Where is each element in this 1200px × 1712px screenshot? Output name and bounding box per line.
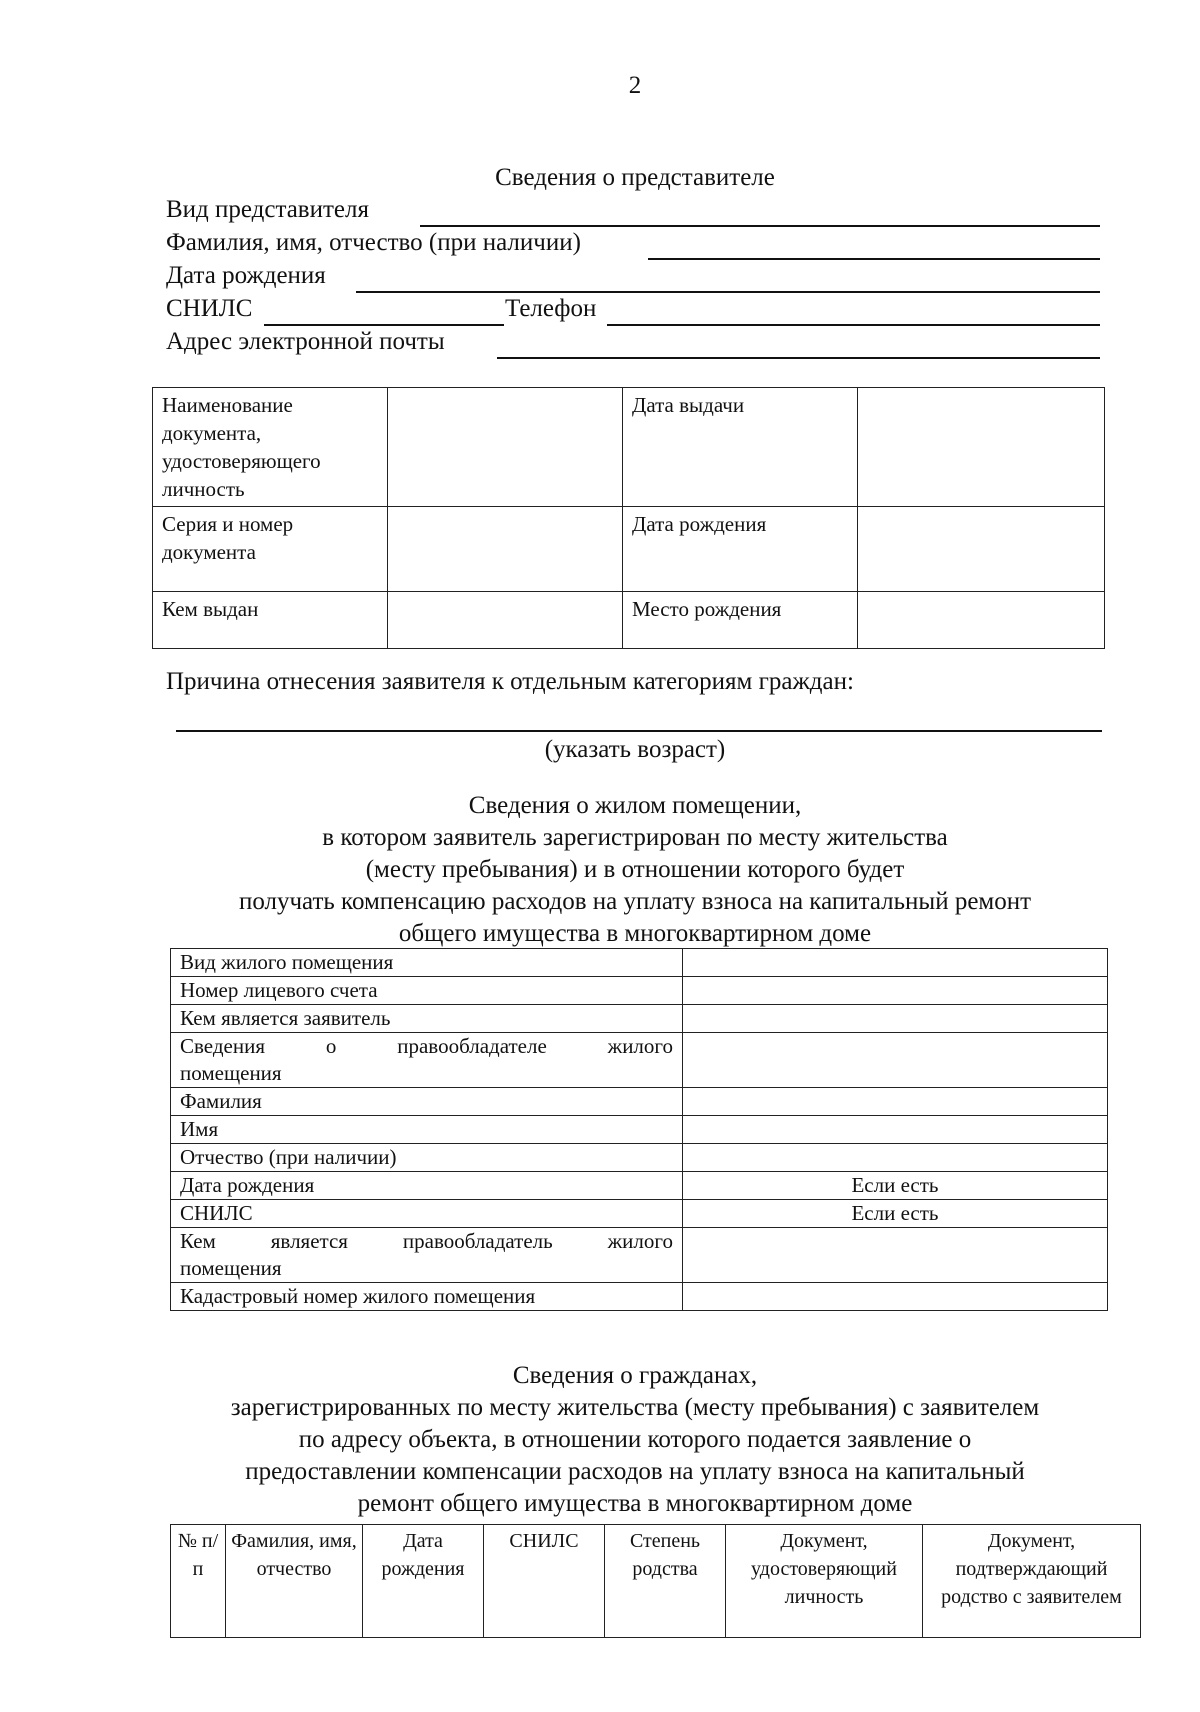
housing-row-label: Кем является заявитель	[171, 1005, 683, 1033]
issue-date-label: Дата выдачи	[623, 388, 858, 507]
representative-title: Сведения о представителе	[495, 164, 775, 191]
housing-row-value[interactable]	[683, 1283, 1108, 1311]
column-header-birth-date: Дата рождения	[363, 1525, 484, 1638]
table-row	[153, 507, 1105, 592]
table-row	[171, 1172, 1108, 1200]
table-row	[171, 1005, 1108, 1033]
table-row	[153, 592, 1105, 649]
housing-heading-line: в котором заявитель зарегистрирован по месту жительства	[322, 824, 948, 851]
representative-name-label: Фамилия, имя, отчество (при наличии)	[166, 229, 581, 256]
representative-birth-date-label: Дата рождения	[166, 262, 326, 289]
citizens-heading-line: предоставлении компенсации расходов на уплату взноса на капитальный	[245, 1458, 1025, 1485]
citizens-heading-line: по адресу объекта, в отношении которого подается заявление о	[298, 1426, 972, 1453]
column-header-snils: СНИЛС	[484, 1525, 605, 1638]
housing-table	[170, 948, 1108, 1311]
representative-snils-line[interactable]	[264, 324, 504, 326]
citizens-table	[170, 1524, 1141, 1638]
housing-row-label: Имя	[171, 1116, 683, 1144]
representative-type-line[interactable]	[420, 225, 1100, 227]
table-row	[171, 1228, 1108, 1283]
table-row	[171, 1283, 1108, 1311]
issue-date-value[interactable]	[858, 388, 1105, 507]
column-header-relationship-document: Документ, подтверждающий родство с заявителем	[923, 1525, 1141, 1638]
table-row	[153, 388, 1105, 507]
birth-place-value[interactable]	[858, 592, 1105, 649]
table-row	[171, 1088, 1108, 1116]
representative-email-line[interactable]	[497, 357, 1100, 359]
housing-row-label: Кадастровый номер жилого помещения	[171, 1283, 683, 1311]
table-header-row	[171, 1525, 1141, 1638]
housing-row-label: Вид жилого помещения	[171, 949, 683, 977]
housing-row-label: Отчество (при наличии)	[171, 1144, 683, 1172]
representative-snils-label: СНИЛС	[166, 295, 253, 322]
representative-type-label: Вид представителя	[166, 196, 369, 223]
housing-row-label: СНИЛС	[171, 1200, 683, 1228]
series-number-label: Серия и номер документа	[153, 507, 388, 592]
column-header-full-name: Фамилия, имя, отчество	[226, 1525, 363, 1638]
reason-hint: (указать возраст)	[544, 736, 726, 763]
representative-phone-line[interactable]	[607, 324, 1100, 326]
citizens-heading	[0, 1360, 1200, 1520]
table-row	[171, 1116, 1108, 1144]
representative-phone-label: Телефон	[505, 295, 597, 322]
doc-name-label: Наименование документа, удостоверяющего личность	[153, 388, 388, 507]
housing-heading-line: (месту пребывания) и в отношении которого будет	[365, 856, 905, 883]
housing-row-label-line: помещения	[180, 1256, 282, 1280]
id-document-table	[152, 387, 1105, 649]
page-number: 2	[628, 72, 642, 99]
representative-email-label: Адрес электронной почты	[166, 328, 445, 355]
citizens-heading-line: Сведения о гражданах,	[512, 1362, 758, 1389]
housing-row-value[interactable]	[683, 1033, 1108, 1088]
housing-row-value[interactable]	[683, 949, 1108, 977]
housing-row-label-line: помещения	[180, 1061, 282, 1085]
housing-row-value[interactable]	[683, 1228, 1108, 1283]
citizens-heading-line: зарегистрированных по месту жительства (месту пребывания) с заявителем	[230, 1394, 1040, 1421]
housing-row-value[interactable]	[683, 1116, 1108, 1144]
issued-by-value[interactable]	[388, 592, 623, 649]
representative-name-line[interactable]	[648, 258, 1100, 260]
column-header-id-document: Документ, удостоверяющий личность	[726, 1525, 923, 1638]
reason-line[interactable]	[176, 730, 1102, 732]
housing-row-label: Фамилия	[171, 1088, 683, 1116]
housing-row-value[interactable]: Если есть	[683, 1200, 1108, 1228]
housing-row-value[interactable]	[683, 1088, 1108, 1116]
housing-row-label-line: Кем является правообладатель жилого	[180, 1229, 673, 1253]
housing-heading	[0, 790, 1200, 950]
housing-row-label: Номер лицевого счета	[171, 977, 683, 1005]
series-number-value[interactable]	[388, 507, 623, 592]
housing-row-value[interactable]: Если есть	[683, 1172, 1108, 1200]
citizens-heading-line: ремонт общего имущества в многоквартирном доме	[357, 1490, 913, 1517]
housing-heading-line: общего имущества в многоквартирном доме	[398, 920, 872, 947]
housing-heading-line: Сведения о жилом помещении,	[468, 792, 802, 819]
birth-date-label: Дата рождения	[623, 507, 858, 592]
table-row	[171, 1144, 1108, 1172]
housing-row-label: Дата рождения	[171, 1172, 683, 1200]
table-row	[171, 949, 1108, 977]
table-row	[171, 1200, 1108, 1228]
housing-row-label	[171, 1228, 683, 1283]
housing-heading-line: получать компенсацию расходов на уплату взноса на капитальный ремонт	[238, 888, 1032, 915]
representative-birth-date-line[interactable]	[356, 291, 1100, 293]
housing-row-value[interactable]	[683, 1005, 1108, 1033]
birth-date-value[interactable]	[858, 507, 1105, 592]
doc-name-value[interactable]	[388, 388, 623, 507]
housing-row-value[interactable]	[683, 1144, 1108, 1172]
housing-row-value[interactable]	[683, 977, 1108, 1005]
issued-by-label: Кем выдан	[153, 592, 388, 649]
housing-row-label-line: Сведения о правообладателе жилого	[180, 1034, 673, 1058]
column-header-relationship: Степень родства	[605, 1525, 726, 1638]
birth-place-label: Место рождения	[623, 592, 858, 649]
housing-row-label	[171, 1033, 683, 1088]
table-row	[171, 1033, 1108, 1088]
column-header-number: № п/п	[171, 1525, 226, 1638]
table-row	[171, 977, 1108, 1005]
reason-label: Причина отнесения заявителя к отдельным категориям граждан:	[166, 668, 854, 695]
